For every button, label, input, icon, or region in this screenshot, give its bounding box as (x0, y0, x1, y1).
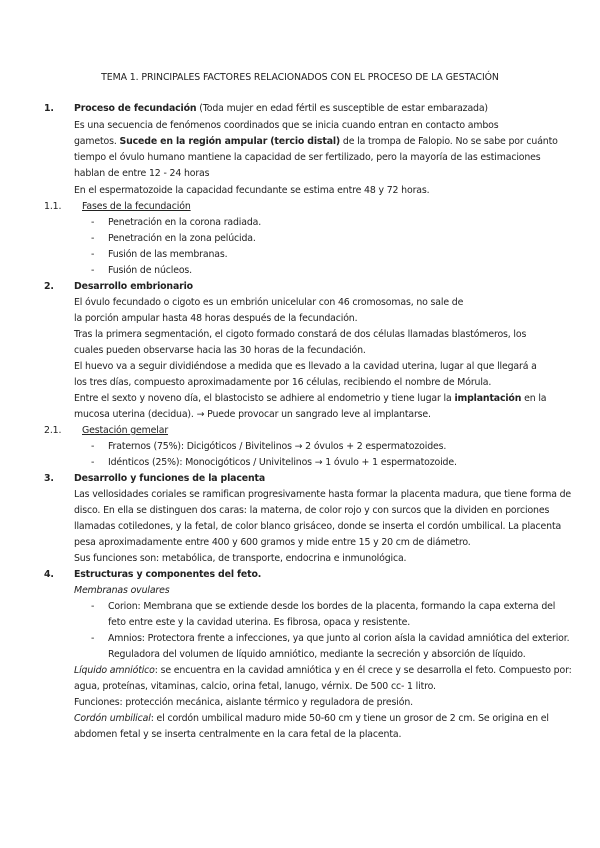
membranas-label: Membranas ovulares (74, 585, 170, 596)
list-item: Penetración en la corona radiada. (108, 217, 262, 228)
paragraph-line: mucosa uterina (decidua). → Puede provocar un sangrado leve al implantarse. (74, 409, 431, 420)
subsection-heading: Fases de la fecundación (82, 201, 191, 212)
text-italic: Cordón umbilical (74, 713, 151, 724)
paragraph-line: Las vellosidades coriales se ramifican progresivamente hasta formar la placenta madura, que tiene forma de (74, 489, 572, 500)
paragraph-line (74, 711, 549, 727)
section-heading (74, 567, 261, 583)
section-number: 3. (44, 473, 54, 484)
list-item-continuation: Reguladora del volumen de líquido amniótico, mediante la secreción y absorción de líquido. (108, 649, 526, 660)
subsection-number: 2.1. (44, 425, 62, 436)
page-title: TEMA 1. PRINCIPALES FACTORES RELACIONADOS CON EL PROCESO DE LA GESTACIÓN (101, 72, 499, 83)
subheading-italic (74, 583, 169, 599)
heading-bold: Estructuras y componentes del feto. (74, 569, 262, 580)
list-dash: - (91, 265, 95, 276)
paragraph-line: pesa aproximadamente entre 400 y 600 gramos y mide entre 15 y 20 cm de diámetro. (74, 537, 471, 548)
list-item: Fraternos (75%): Dicigóticos / Bivitelinos → 2 óvulos + 2 espermatozoides. (108, 441, 447, 452)
list-item: Fusión de núcleos. (108, 265, 192, 276)
subsection-number: 1.1. (44, 201, 62, 212)
paragraph-line: cuales pueden observarse hacia las 30 horas de la fecundación. (74, 345, 366, 356)
paragraph-line: disco. En ella se distinguen dos caras: la materna, de color rojo y con surcos que la dividen en porciones (74, 505, 550, 516)
section-heading (74, 101, 488, 117)
paragraph-line (74, 391, 546, 407)
heading-bold: Desarrollo embrionario (74, 281, 193, 292)
paragraph-line: abdomen fetal y se inserta centralmente en la cara fetal de la placenta. (74, 729, 402, 740)
list-item-continuation: feto entre este y la cavidad uterina. Es fibrosa, opaca y resistente. (108, 617, 411, 628)
paragraph-line: El óvulo fecundado o cigoto es un embrión unicelular con 46 cromosomas, no sale de (74, 297, 464, 308)
list-dash: - (91, 233, 95, 244)
text-bold: Sucede en la región ampular (tercio distal) (119, 136, 341, 147)
paragraph-line: hablan de entre 12 - 24 horas (74, 168, 210, 179)
subsection-heading: Gestación gemelar (82, 425, 169, 436)
text-run: de la trompa de Falopio. No se sabe por cuánto (340, 136, 558, 147)
list-item: Penetración en la zona pelúcida. (108, 233, 256, 244)
paragraph-line: la porción ampular hasta 48 horas después de la fecundación. (74, 313, 358, 324)
paragraph-line: tiempo el óvulo humano mantiene la capacidad de ser fertilizado, pero la mayoría de las estimaciones (74, 152, 541, 163)
text-run: Entre el sexto y noveno día, el blastocisto se adhiere al endometrio y tiene lugar la (74, 393, 455, 404)
section-number: 1. (44, 103, 54, 114)
paragraph-line: Tras la primera segmentación, el cigoto formado constará de dos células llamadas blastómeros, los (74, 329, 527, 340)
text-run: : se encuentra en la cavidad amniótica y en él crece y se desarrolla el feto. Compuesto por: (154, 665, 572, 676)
paragraph-line (74, 134, 558, 150)
list-dash: - (91, 601, 95, 612)
list-dash: - (91, 457, 95, 468)
section-heading (74, 279, 193, 295)
text-italic: Líquido amniótico (74, 665, 155, 676)
list-dash: - (91, 441, 95, 452)
paragraph-line (74, 663, 572, 679)
paragraph-line: Sus funciones son: metabólica, de transporte, endocrina e inmunológica. (74, 553, 407, 564)
text-run: : el cordón umbilical maduro mide 50-60 cm y tiene un grosor de 2 cm. Se origina en el (150, 713, 549, 724)
list-item: Fusión de las membranas. (108, 249, 228, 260)
heading-bold: Proceso de fecundación (74, 103, 197, 114)
heading-note: (Toda mujer en edad fértil es susceptible de estar embarazada) (196, 103, 488, 114)
list-dash: - (91, 217, 95, 228)
paragraph-line: llamadas cotiledones, y la fetal, de color blanco grisáceo, donde se inserta el cordón umbilical. La placenta (74, 521, 562, 532)
text-run: gametos. (74, 136, 120, 147)
text-run: en la (521, 393, 547, 404)
text-bold: implantación (454, 393, 522, 404)
section-number: 4. (44, 569, 54, 580)
list-dash: - (91, 249, 95, 260)
paragraph-line: El huevo va a seguir dividiéndose a medida que es llevado a la cavidad uterina, lugar al que llegará a (74, 361, 537, 372)
paragraph-line: Es una secuencia de fenómenos coordinados que se inicia cuando entran en contacto ambos (74, 120, 499, 131)
paragraph-line: Funciones: protección mecánica, aislante térmico y reguladora de presión. (74, 697, 413, 708)
paragraph-line: agua, proteínas, vitaminas, calcio, orina fetal, lanugo, vérnix. De 500 cc- 1 litro. (74, 681, 436, 692)
section-number: 2. (44, 281, 54, 292)
list-item: Idénticos (25%): Monocigóticos / Univitelinos → 1 óvulo + 1 espermatozoide. (108, 457, 457, 468)
paragraph-line: los tres días, compuesto aproximadamente por 16 células, recibiendo el nombre de Mórula. (74, 377, 492, 388)
paragraph-line: En el espermatozoide la capacidad fecundante se estima entre 48 y 72 horas. (74, 185, 430, 196)
list-item: Corion: Membrana que se extiende desde los bordes de la placenta, formando la capa externa del (108, 601, 556, 612)
list-dash: - (91, 633, 95, 644)
section-heading (74, 471, 265, 487)
heading-bold: Desarrollo y funciones de la placenta (74, 473, 265, 484)
list-item: Amnios: Protectora frente a infecciones, ya que junto al corion aísla la cavidad amniótica del exterior. (108, 633, 570, 644)
